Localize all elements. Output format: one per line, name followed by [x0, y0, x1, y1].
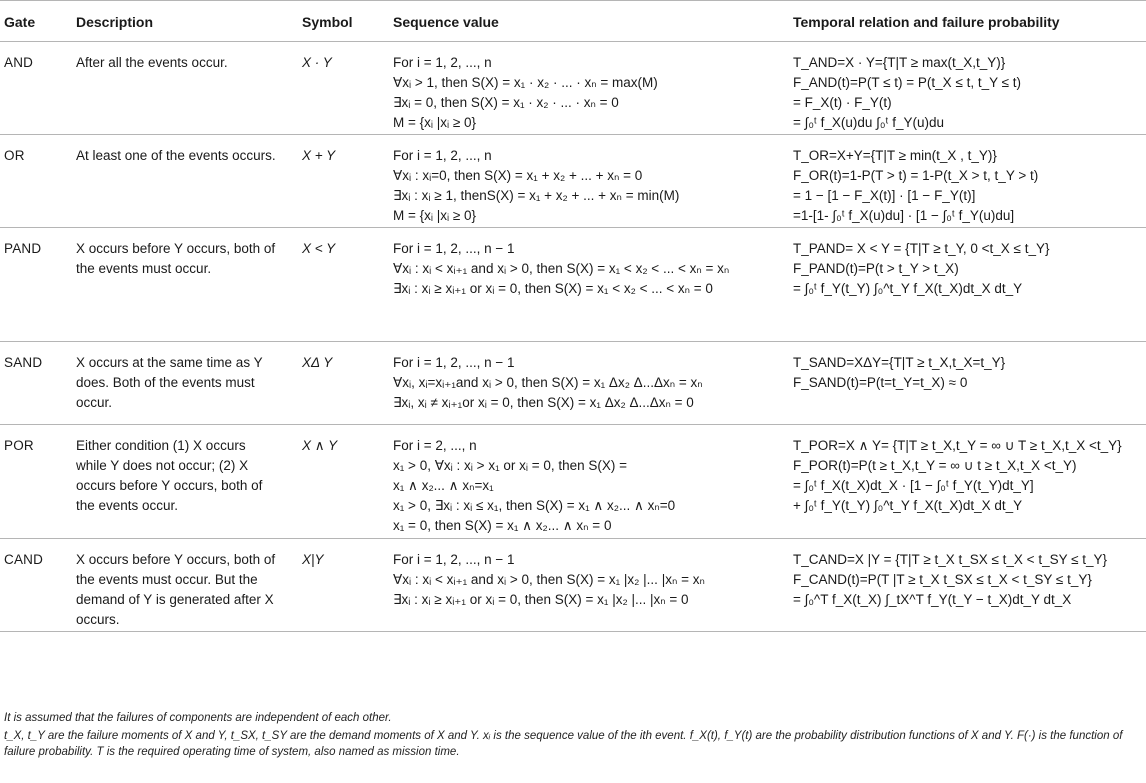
temporal-line: =1-[1- ∫₀ᵗ f_X(u)du] · [1 − ∫₀ᵗ f_Y(u)du] — [793, 208, 1015, 223]
sequence-line: x₁ ∧ x₂... ∧ xₙ=x₁ — [393, 478, 494, 493]
sequence-line: For i = 1, 2, ..., n − 1 — [393, 241, 515, 256]
table-footnotes — [4, 710, 1142, 762]
description-cell: X occurs at the same time as Y does. Both of the events must occur. — [72, 342, 298, 425]
temporal-line: T_OR=X+Y={T|T ≥ min(t_X , t_Y)} — [793, 148, 997, 163]
sequence-cell — [389, 42, 789, 135]
symbol-cell: X|Y — [298, 539, 389, 632]
header-description: Description — [72, 1, 298, 42]
table-row — [0, 425, 1146, 539]
sequence-cell — [389, 135, 789, 228]
sequence-line: For i = 1, 2, ..., n — [393, 55, 492, 70]
sequence-line: For i = 1, 2, ..., n — [393, 148, 492, 163]
description-cell: X occurs before Y occurs, both of the events must occur. — [72, 228, 298, 342]
gate-cell: CAND — [0, 539, 72, 632]
header-symbol: Symbol — [298, 1, 389, 42]
sequence-line: ∃xᵢ : xᵢ ≥ xᵢ₊₁ or xᵢ = 0, then S(X) = x₁ |x₂ |... |xₙ = 0 — [393, 592, 689, 607]
temporal-line: + ∫₀ᵗ f_Y(t_Y) ∫₀^t_Y f_X(t_X)dt_X dt_Y — [793, 498, 1023, 513]
temporal-line: = ∫₀ᵗ f_X(u)du ∫₀ᵗ f_Y(u)du — [793, 115, 944, 130]
gate-cell: SAND — [0, 342, 72, 425]
footnote: t_X, t_Y are the failure moments of X and Y, t_SX, t_SY are the demand moments of X and Y. xᵢ is the sequence value of the ith event. f_X(t), f_Y(t) are the probability distribution functions of X and Y. F(·) is the function of failure probability. T is the required operating time of system, also named as mission time. — [4, 730, 1123, 758]
sequence-line: For i = 1, 2, ..., n − 1 — [393, 552, 515, 567]
description-cell: X occurs before Y occurs, both of the events must occur. But the demand of Y is generated after X occurs. — [72, 539, 298, 632]
temporal-line: T_POR=X ∧ Y= {T|T ≥ t_X,t_Y = ∞ ∪ T ≥ t_X,t_X <t_Y} — [793, 438, 1122, 453]
table-row — [0, 342, 1146, 425]
temporal-line: = ∫₀^T f_X(t_X) ∫_tX^T f_Y(t_Y − t_X)dt_Y dt_X — [793, 592, 1072, 607]
symbol-cell: X ∧ Y — [298, 425, 389, 539]
sequence-line: x₁ > 0, ∃xᵢ : xᵢ ≤ x₁, then S(X) = x₁ ∧ x₂... ∧ xₙ=0 — [393, 498, 676, 513]
sequence-line: ∀xᵢ, xᵢ=xᵢ₊₁and xᵢ > 0, then S(X) = x₁ Δx₂ Δ...Δxₙ = xₙ — [393, 375, 703, 390]
table-row — [0, 42, 1146, 135]
sequence-line: ∀xᵢ : xᵢ < xᵢ₊₁ and xᵢ > 0, then S(X) = x₁ |x₂ |... |xₙ = xₙ — [393, 572, 705, 587]
temporal-line: T_AND=X · Y={T|T ≥ max(t_X,t_Y)} — [793, 55, 1006, 70]
gate-cell: PAND — [0, 228, 72, 342]
header-temporal: Temporal relation and failure probability — [789, 1, 1146, 42]
symbol-cell: X · Y — [298, 42, 389, 135]
temporal-line: T_SAND=XΔY={T|T ≥ t_X,t_X=t_Y} — [793, 355, 1006, 370]
temporal-line: F_PAND(t)=P(t > t_Y > t_X) — [793, 261, 959, 276]
sequence-line: ∃xᵢ : xᵢ ≥ 1, thenS(X) = x₁ + x₂ + ... + xₙ = min(M) — [393, 188, 680, 203]
temporal-line: F_POR(t)=P(t ≥ t_X,t_Y = ∞ ∪ t ≥ t_X,t_X <t_Y) — [793, 458, 1077, 473]
description-cell: After all the events occur. — [72, 42, 298, 135]
table-row — [0, 135, 1146, 228]
sequence-line: ∀xᵢ : xᵢ < xᵢ₊₁ and xᵢ > 0, then S(X) = x₁ < x₂ < ... < xₙ = xₙ — [393, 261, 730, 276]
description-cell: At least one of the events occurs. — [72, 135, 298, 228]
temporal-cell — [789, 342, 1146, 425]
description-cell: Either condition (1) X occurs while Y does not occur; (2) X occurs before Y occurs, both of the events occur. — [72, 425, 298, 539]
gate-cell: AND — [0, 42, 72, 135]
sequence-cell — [389, 425, 789, 539]
table-row — [0, 228, 1146, 342]
gate-cell: POR — [0, 425, 72, 539]
temporal-line: F_SAND(t)=P(t=t_Y=t_X) ≈ 0 — [793, 375, 968, 390]
sequence-cell — [389, 342, 789, 425]
sequence-line: For i = 2, ..., n — [393, 438, 477, 453]
temporal-cell — [789, 228, 1146, 342]
sequence-line: ∃xᵢ = 0, then S(X) = x₁ · x₂ · ... · xₙ = 0 — [393, 95, 619, 110]
gate-cell: OR — [0, 135, 72, 228]
temporal-line: = ∫₀ᵗ f_X(t_X)dt_X · [1 − ∫₀ᵗ f_Y(t_Y)dt_Y] — [793, 478, 1034, 493]
temporal-cell — [789, 539, 1146, 632]
symbol-cell: X + Y — [298, 135, 389, 228]
temporal-line: F_OR(t)=1-P(T > t) = 1-P(t_X > t, t_Y > t) — [793, 168, 1039, 183]
temporal-line: F_CAND(t)=P(T |T ≥ t_X t_SX ≤ t_X < t_SY ≤ t_Y} — [793, 572, 1092, 587]
temporal-cell — [789, 42, 1146, 135]
footnote: It is assumed that the failures of components are independent of each other. — [4, 712, 392, 724]
sequence-line: M = {xᵢ |xᵢ ≥ 0} — [393, 115, 477, 130]
sequence-line: M = {xᵢ |xᵢ ≥ 0} — [393, 208, 477, 223]
temporal-line: T_PAND= X < Y = {T|T ≥ t_Y, 0 <t_X ≤ t_Y} — [793, 241, 1050, 256]
temporal-line: = 1 − [1 − F_X(t)] · [1 − F_Y(t)] — [793, 188, 976, 203]
temporal-line: = F_X(t) · F_Y(t) — [793, 95, 892, 110]
header-gate: Gate — [0, 1, 72, 42]
sequence-line: x₁ > 0, ∀xᵢ : xᵢ > x₁ or xᵢ = 0, then S(X) = — [393, 458, 628, 473]
sequence-cell — [389, 228, 789, 342]
temporal-cell — [789, 425, 1146, 539]
header-row — [0, 1, 1146, 42]
symbol-cell: X < Y — [298, 228, 389, 342]
sequence-line: x₁ = 0, then S(X) = x₁ ∧ x₂... ∧ xₙ = 0 — [393, 518, 612, 533]
sequence-cell — [389, 539, 789, 632]
sequence-line: ∃xᵢ : xᵢ ≥ xᵢ₊₁ or xᵢ = 0, then S(X) = x₁ < x₂ < ... < xₙ = 0 — [393, 281, 713, 296]
sequence-line: ∃xᵢ, xᵢ ≠ xᵢ₊₁or xᵢ = 0, then S(X) = x₁ Δx₂ Δ...Δxₙ = 0 — [393, 395, 694, 410]
sequence-line: For i = 1, 2, ..., n − 1 — [393, 355, 515, 370]
temporal-line: = ∫₀ᵗ f_Y(t_Y) ∫₀^t_Y f_X(t_X)dt_X dt_Y — [793, 281, 1023, 296]
sequence-line: ∀xᵢ > 1, then S(X) = x₁ · x₂ · ... · xₙ = max(M) — [393, 75, 658, 90]
header-sequence: Sequence value — [389, 1, 789, 42]
temporal-line: T_CAND=X |Y = {T|T ≥ t_X t_SX ≤ t_X < t_SY ≤ t_Y} — [793, 552, 1108, 567]
symbol-cell: XΔ Y — [298, 342, 389, 425]
sequence-line: ∀xᵢ : xᵢ=0, then S(X) = x₁ + x₂ + ... + xₙ = 0 — [393, 168, 643, 183]
temporal-cell — [789, 135, 1146, 228]
table-row — [0, 539, 1146, 632]
temporal-line: F_AND(t)=P(T ≤ t) = P(t_X ≤ t, t_Y ≤ t) — [793, 75, 1022, 90]
